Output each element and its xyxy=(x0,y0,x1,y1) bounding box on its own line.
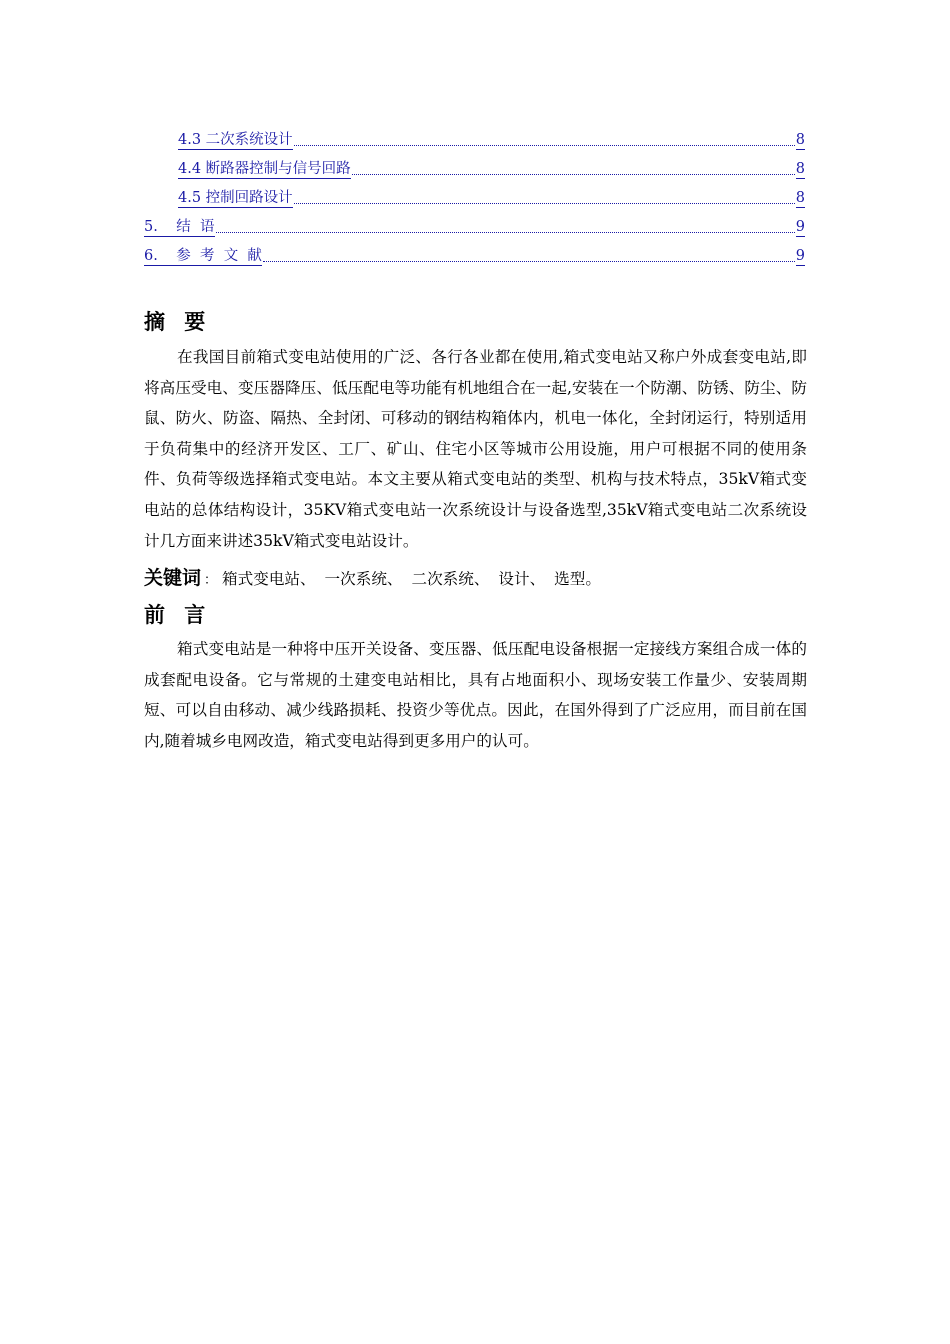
toc-entry-title: 结 语 xyxy=(157,219,215,235)
keywords-line xyxy=(144,563,807,593)
toc-entry-title: 断路器控制与信号回路 xyxy=(201,161,351,177)
keywords-colon: ： xyxy=(204,573,218,588)
toc-leader-dots xyxy=(216,232,795,233)
toc-entry-5[interactable] xyxy=(144,213,805,237)
toc-entry-page: 8 xyxy=(795,190,805,206)
preface-body: 箱式变电站是一种将中压开关设备、变压器、低压配电设备根据一定接线方案组合成一体的成套配电设备。它与常规的土建变电站相比，具有占地面积小、现场安装工作量少、安装周期短、可以自由移动、减少线路损耗、投资少等优点。因此，在国外得到了广泛应用，而目前在国内,随着城乡电网改造，箱式变电站得到更多用户的认可。 xyxy=(144,640,807,750)
keywords-values: 箱式变电站、 一次系统、 二次系统、 设计、 选型。 xyxy=(222,570,601,588)
keywords-label: 关键词 xyxy=(144,567,202,589)
toc-entry-4-3[interactable] xyxy=(178,126,805,150)
toc-entry-page: 8 xyxy=(795,132,805,148)
toc-entry-title: 二次系统设计 xyxy=(201,132,293,148)
toc-entry-number: 4.5 xyxy=(178,190,202,206)
toc-entry-4-4[interactable] xyxy=(178,155,805,179)
toc-entry-title: 控制回路设计 xyxy=(201,190,293,206)
toc-entry-page: 8 xyxy=(795,161,805,177)
toc-entry-number: 4.3 xyxy=(178,132,202,148)
toc-entry-number: 6. xyxy=(144,248,158,264)
preface-heading: 前 言 xyxy=(144,603,212,627)
toc-entry-title: 参 考 文 献 xyxy=(157,248,262,264)
abstract-heading: 摘 要 xyxy=(144,310,212,334)
toc-leader-dots xyxy=(263,261,795,262)
abstract-body: 在我国目前箱式变电站使用的广泛、各行各业都在使用,箱式变电站又称户外成套变电站,即将高压受电、变压器降压、低压配电等功能有机地组合在一起,安装在一个防潮、防锈、防尘、防鼠、防火、防盗、隔热、全封闭、可移动的钢结构箱体内，机电一体化，全封闭运行，特别适用于负荷集中的经济开发区、工厂、矿山、住宅小区等城市公用设施，用户可根据不同的使用条件、负荷等级选择箱式变电站。本文主要从箱式变电站的类型、机构与技术特点，35kV箱式变电站的总体结构设计，35KV箱式变电站一次系统设计与设备选型,35kV箱式变电站二次系统设计几方面来讲述35kV箱式变电站设计。 xyxy=(144,348,807,550)
toc-leader-dots xyxy=(294,145,795,146)
toc-entry-4-5[interactable] xyxy=(178,184,805,208)
toc-leader-dots xyxy=(294,203,795,204)
toc-entry-number: 4.4 xyxy=(178,161,202,177)
toc-leader-dots xyxy=(352,174,795,175)
toc-entry-6[interactable] xyxy=(144,242,805,266)
toc-entry-page: 9 xyxy=(795,248,805,264)
toc-entry-number: 5. xyxy=(144,219,158,235)
toc-entry-page: 9 xyxy=(795,219,805,235)
